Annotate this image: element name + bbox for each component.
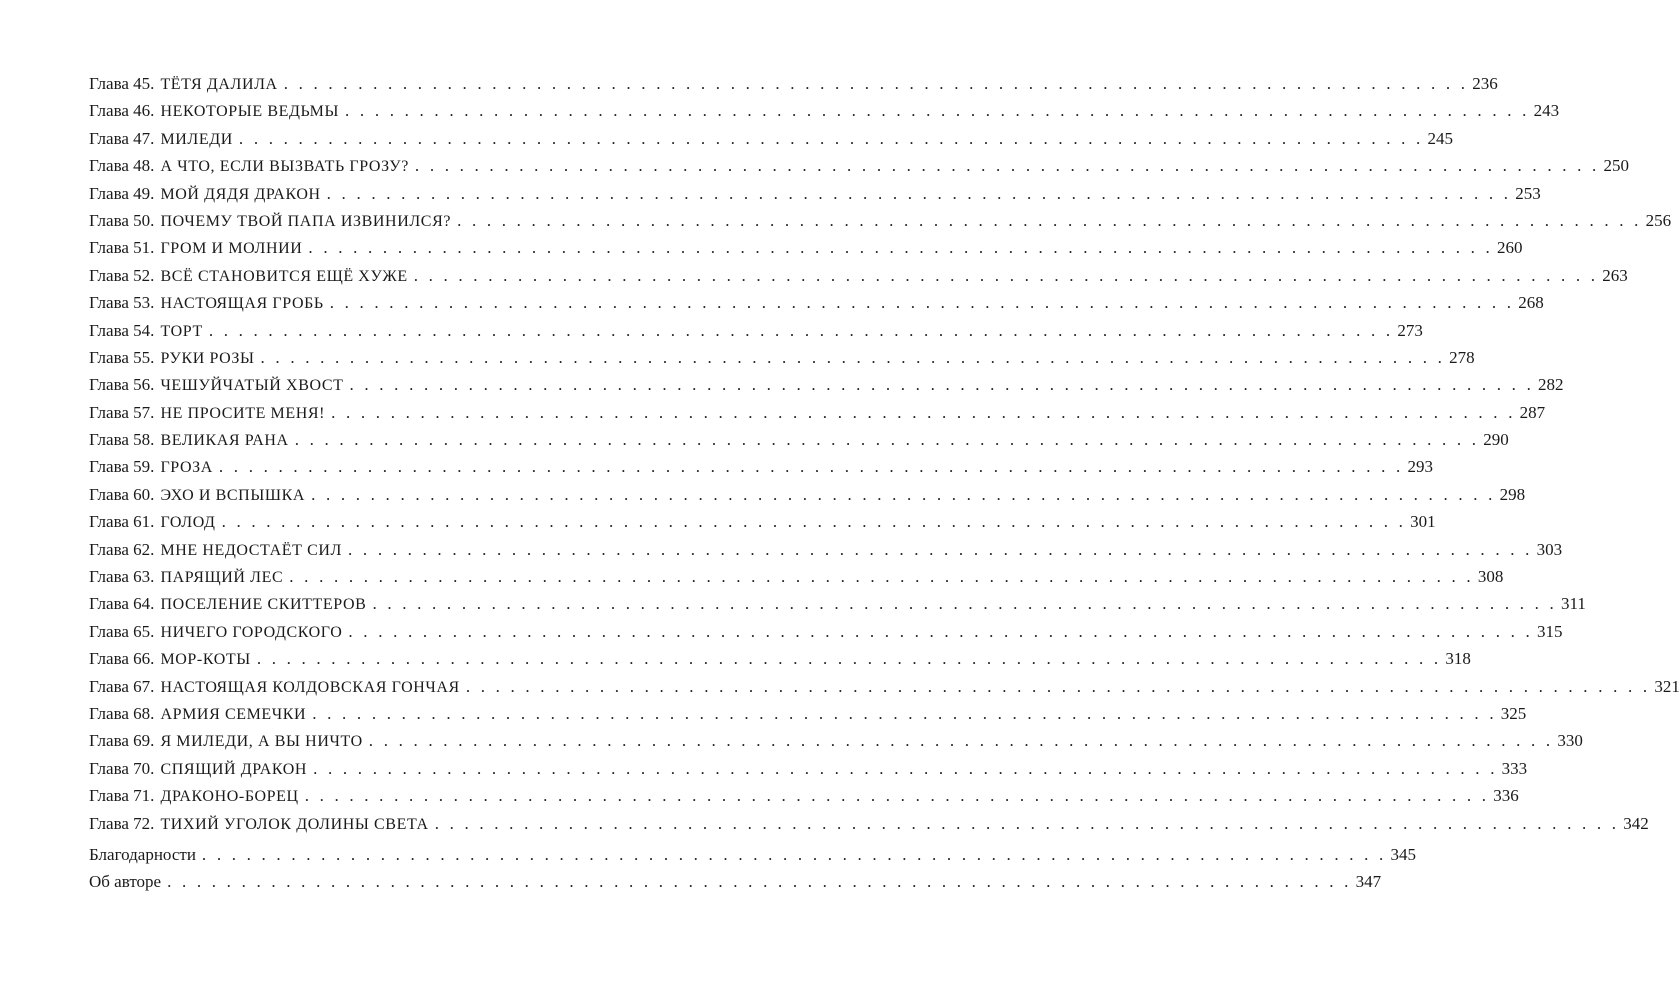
chapter-label: Глава 71.: [89, 786, 155, 806]
page-number: 336: [1493, 786, 1519, 806]
page-number: 318: [1445, 649, 1471, 669]
toc-entry: [89, 152, 1629, 179]
toc-entry: [89, 841, 1416, 868]
toc-entry: [89, 755, 1528, 782]
chapter-label: Глава 64.: [89, 594, 155, 614]
leader-dots: . . . . . . . . . . . . . . . . . . . . . . . . . . . . . . . . . . . . . . . . . . . . . . . . . . . . . . . . . . . . . . . . . . . . . . . . . . . . . . . .: [308, 238, 1493, 258]
leader-dots: . . . . . . . . . . . . . . . . . . . . . . . . . . . . . . . . . . . . . . . . . . . . . . . . . . . . . . . . . . . . . . . . . . . . . . . . . . . . . . . .: [167, 872, 1352, 892]
chapter-label: Глава 49.: [89, 183, 155, 203]
chapter-title: А ЧТО, ЕСЛИ ВЫЗВАТЬ ГРОЗУ?: [160, 158, 409, 176]
chapter-label: Глава 55.: [89, 347, 155, 367]
toc-entry: [89, 344, 1475, 371]
leader-dots: . . . . . . . . . . . . . . . . . . . . . . . . . . . . . . . . . . . . . . . . . . . . . . . . . . . . . . . . . . . . . . . . . . . . . . . . . . . . . . . .: [256, 649, 1442, 669]
chapter-title: ГРОМ И МОЛНИИ: [160, 240, 303, 258]
page-number: 245: [1427, 128, 1453, 148]
page-number: 342: [1623, 813, 1649, 833]
chapter-label: Глава 45.: [89, 74, 155, 93]
leader-dots: . . . . . . . . . . . . . . . . . . . . . . . . . . . . . . . . . . . . . . . . . . . . . . . . . . . . . . . . . . . . . . . . . . . . . . . . . . . . . . . .: [331, 402, 1516, 422]
chapter-title: МИЛЕДИ: [160, 130, 233, 148]
toc-entry: [89, 399, 1546, 426]
toc-entry: [89, 645, 1471, 672]
toc-entry: [89, 426, 1509, 453]
toc-entry: [89, 508, 1436, 535]
page-number: 290: [1483, 430, 1509, 450]
page-number: 321: [1654, 676, 1680, 696]
leader-dots: . . . . . . . . . . . . . . . . . . . . . . . . . . . . . . . . . . . . . . . . . . . . . . . . . . . . . . . . . . . . . . . . . . . . . . . . . . . . . . . .: [283, 74, 1469, 93]
chapter-title: ВЕЛИКАЯ РАНА: [160, 432, 289, 450]
toc-entry: [89, 618, 1563, 645]
chapter-title: АРМИЯ СЕМЕЧКИ: [160, 705, 307, 723]
chapter-label: Глава 59.: [89, 457, 155, 477]
chapter-title: Я МИЛЕДИ, А ВЫ НИЧТО: [160, 733, 363, 751]
chapter-label: Глава 68.: [89, 703, 155, 723]
page-number: 308: [1477, 567, 1504, 587]
chapter-label: Глава 53.: [89, 293, 155, 313]
chapter-title: ПОСЕЛЕНИЕ СКИТТЕРОВ: [160, 596, 367, 614]
leader-dots: . . . . . . . . . . . . . . . . . . . . . . . . . . . . . . . . . . . . . . . . . . . . . . . . . . . . . . . . . . . . . . . . . . . . . . . . . . . . . . . .: [345, 101, 1530, 121]
toc-entry: [89, 727, 1583, 754]
toc-entry: [89, 810, 1649, 837]
leader-dots: . . . . . . . . . . . . . . . . . . . . . . . . . . . . . . . . . . . . . . . . . . . . . . . . . . . . . . . . . . . . . . . . . . . . . . . . . . . . . . . .: [457, 210, 1642, 230]
chapter-title: МОР-КОТЫ: [160, 651, 251, 669]
page-number: 330: [1557, 731, 1583, 751]
page-number: 282: [1538, 375, 1564, 395]
leader-dots: . . . . . . . . . . . . . . . . . . . . . . . . . . . . . . . . . . . . . . . . . . . . . . . . . . . . . . . . . . . . . . . . . . . . . . . . . . . . . . . .: [260, 347, 1446, 367]
chapter-label: Глава 62.: [89, 539, 155, 559]
page-number: 278: [1449, 347, 1475, 367]
page-number: 263: [1602, 265, 1628, 285]
chapter-title: МОЙ ДЯДЯ ДРАКОН: [160, 185, 321, 203]
toc-entry: [89, 563, 1504, 590]
chapter-title: ГРОЗА: [160, 459, 213, 477]
page-number: 243: [1533, 101, 1560, 121]
leader-dots: . . . . . . . . . . . . . . . . . . . . . . . . . . . . . . . . . . . . . . . . . . . . . . . . . . . . . . . . . . . . . . . . . . . . . . . . . . . . . . . .: [348, 539, 1533, 559]
page-number: 268: [1518, 293, 1544, 313]
leader-dots: . . . . . . . . . . . . . . . . . . . . . . . . . . . . . . . . . . . . . . . . . . . . . . . . . . . . . . . . . . . . . . . . . . . . . . . . . . . . . . . .: [208, 320, 1394, 340]
chapter-title: МНЕ НЕДОСТАЁТ СИЛ: [160, 541, 343, 559]
toc-entry: [89, 234, 1523, 261]
chapter-title: ТЁТЯ ДАЛИЛА: [160, 76, 278, 93]
chapter-label: Глава 66.: [89, 649, 155, 669]
chapter-title: ВСЁ СТАНОВИТСЯ ЕЩЁ ХУЖЕ: [160, 267, 408, 285]
leader-dots: . . . . . . . . . . . . . . . . . . . . . . . . . . . . . . . . . . . . . . . . . . . . . . . . . . . . . . . . . . . . . . . . . . . . . . . . . . . . . . . .: [238, 128, 1424, 148]
page-number: 311: [1561, 594, 1586, 614]
page-number: 273: [1397, 320, 1423, 340]
page-number: 298: [1499, 484, 1526, 504]
leader-dots: . . . . . . . . . . . . . . . . . . . . . . . . . . . . . . . . . . . . . . . . . . . . . . . . . . . . . . . . . . . . . . . . . . . . . . . . . . . . . . . .: [326, 183, 1512, 203]
table-of-contents: [89, 70, 1680, 896]
chapter-list: [89, 70, 1680, 837]
backmatter-label: Благодарности: [89, 844, 196, 864]
chapter-title: ТОРТ: [160, 322, 203, 340]
chapter-title: РУКИ РОЗЫ: [160, 349, 255, 367]
leader-dots: . . . . . . . . . . . . . . . . . . . . . . . . . . . . . . . . . . . . . . . . . . . . . . . . . . . . . . . . . . . . . . . . . . . . . . . . . . . . . . . .: [465, 676, 1651, 696]
chapter-title: ПОЧЕМУ ТВОЙ ПАПА ИЗВИНИЛСЯ?: [160, 212, 452, 230]
leader-dots: . . . . . . . . . . . . . . . . . . . . . . . . . . . . . . . . . . . . . . . . . . . . . . . . . . . . . . . . . . . . . . . . . . . . . . . . . . . . . . . .: [329, 293, 1515, 313]
leader-dots: . . . . . . . . . . . . . . . . . . . . . . . . . . . . . . . . . . . . . . . . . . . . . . . . . . . . . . . . . . . . . . . . . . . . . . . . . . . . . . . .: [349, 375, 1535, 395]
chapter-label: Глава 69.: [89, 731, 155, 751]
toc-entry: [89, 180, 1541, 207]
backmatter-label: Об авторе: [89, 872, 162, 892]
chapter-title: ДРАКОНО-БОРЕЦ: [160, 788, 299, 806]
chapter-label: Глава 57.: [89, 402, 155, 422]
page-number: 260: [1496, 238, 1523, 258]
toc-entry: [89, 371, 1564, 398]
chapter-title: ЭХО И ВСПЫШКА: [160, 486, 306, 504]
leader-dots: . . . . . . . . . . . . . . . . . . . . . . . . . . . . . . . . . . . . . . . . . . . . . . . . . . . . . . . . . . . . . . . . . . . . . . . . . . . . . . . .: [304, 786, 1490, 806]
leader-dots: . . . . . . . . . . . . . . . . . . . . . . . . . . . . . . . . . . . . . . . . . . . . . . . . . . . . . . . . . . . . . . . . . . . . . . . . . . . . . . . .: [312, 703, 1497, 723]
toc-entry: [89, 262, 1628, 289]
toc-entry: [89, 481, 1526, 508]
chapter-label: Глава 51.: [89, 238, 155, 258]
page-number: 287: [1519, 402, 1546, 422]
chapter-label: Глава 54.: [89, 320, 155, 340]
leader-dots: . . . . . . . . . . . . . . . . . . . . . . . . . . . . . . . . . . . . . . . . . . . . . . . . . . . . . . . . . . . . . . . . . . . . . . . . . . . . . . . .: [289, 567, 1474, 587]
toc-entry: [89, 453, 1433, 480]
page-number: 303: [1536, 539, 1563, 559]
chapter-label: Глава 48.: [89, 156, 155, 176]
page-number: 325: [1500, 703, 1527, 723]
page-number: 253: [1515, 183, 1541, 203]
chapter-label: Глава 72.: [89, 813, 155, 833]
page-number: 301: [1410, 512, 1436, 532]
leader-dots: . . . . . . . . . . . . . . . . . . . . . . . . . . . . . . . . . . . . . . . . . . . . . . . . . . . . . . . . . . . . . . . . . . . . . . . . . . . . . . . .: [348, 621, 1533, 641]
leader-dots: . . . . . . . . . . . . . . . . . . . . . . . . . . . . . . . . . . . . . . . . . . . . . . . . . . . . . . . . . . . . . . . . . . . . . . . . . . . . . . . .: [201, 844, 1387, 864]
chapter-title: СПЯЩИЙ ДРАКОН: [160, 760, 308, 778]
chapter-label: Глава 52.: [89, 265, 155, 285]
chapter-label: Глава 67.: [89, 676, 155, 696]
page-number: 236: [1472, 74, 1498, 93]
toc-entry: [89, 673, 1680, 700]
chapter-label: Глава 50.: [89, 210, 155, 230]
page-number: 256: [1645, 210, 1672, 230]
toc-entry: [89, 590, 1586, 617]
toc-entry: [89, 70, 1498, 97]
toc-entry: [89, 700, 1527, 727]
chapter-title: ЧЕШУЙЧАТЫЙ ХВОСТ: [160, 377, 344, 395]
leader-dots: . . . . . . . . . . . . . . . . . . . . . . . . . . . . . . . . . . . . . . . . . . . . . . . . . . . . . . . . . . . . . . . . . . . . . . . . . . . . . . . .: [434, 813, 1620, 833]
page-number: 345: [1390, 844, 1416, 864]
toc-entry: [89, 125, 1453, 152]
toc-entry: [89, 536, 1563, 563]
chapter-label: Глава 63.: [89, 567, 155, 587]
chapter-label: Глава 47.: [89, 128, 155, 148]
page-number: 250: [1603, 156, 1629, 176]
page-number: 347: [1355, 872, 1382, 892]
chapter-label: Глава 46.: [89, 101, 155, 121]
chapter-label: Глава 65.: [89, 621, 155, 641]
leader-dots: . . . . . . . . . . . . . . . . . . . . . . . . . . . . . . . . . . . . . . . . . . . . . . . . . . . . . . . . . . . . . . . . . . . . . . . . . . . . . . . .: [311, 484, 1496, 504]
toc-entry: [89, 782, 1519, 809]
chapter-title: ГОЛОД: [160, 514, 216, 532]
leader-dots: . . . . . . . . . . . . . . . . . . . . . . . . . . . . . . . . . . . . . . . . . . . . . . . . . . . . . . . . . . . . . . . . . . . . . . . . . . . . . . . .: [414, 156, 1600, 176]
leader-dots: . . . . . . . . . . . . . . . . . . . . . . . . . . . . . . . . . . . . . . . . . . . . . . . . . . . . . . . . . . . . . . . . . . . . . . . . . . . . . . . .: [413, 265, 1599, 285]
chapter-title: НИЧЕГО ГОРОДСКОГО: [160, 623, 343, 641]
chapter-title: НЕКОТОРЫЕ ВЕДЬМЫ: [160, 103, 340, 121]
toc-entry: [89, 868, 1382, 895]
toc-entry: [89, 317, 1423, 344]
chapter-title: ТИХИЙ УГОЛОК ДОЛИНЫ СВЕТА: [160, 815, 429, 833]
chapter-label: Глава 58.: [89, 430, 155, 450]
toc-entry: [89, 97, 1560, 124]
page-number: 333: [1501, 758, 1528, 778]
chapter-title: НАСТОЯЩАЯ ГРОБЬ: [160, 295, 324, 313]
chapter-label: Глава 60.: [89, 484, 155, 504]
leader-dots: . . . . . . . . . . . . . . . . . . . . . . . . . . . . . . . . . . . . . . . . . . . . . . . . . . . . . . . . . . . . . . . . . . . . . . . . . . . . . . . .: [313, 758, 1498, 778]
leader-dots: . . . . . . . . . . . . . . . . . . . . . . . . . . . . . . . . . . . . . . . . . . . . . . . . . . . . . . . . . . . . . . . . . . . . . . . . . . . . . . . .: [368, 731, 1554, 751]
leader-dots: . . . . . . . . . . . . . . . . . . . . . . . . . . . . . . . . . . . . . . . . . . . . . . . . . . . . . . . . . . . . . . . . . . . . . . . . . . . . . . . .: [372, 594, 1557, 614]
leader-dots: . . . . . . . . . . . . . . . . . . . . . . . . . . . . . . . . . . . . . . . . . . . . . . . . . . . . . . . . . . . . . . . . . . . . . . . . . . . . . . . .: [294, 430, 1480, 450]
leader-dots: . . . . . . . . . . . . . . . . . . . . . . . . . . . . . . . . . . . . . . . . . . . . . . . . . . . . . . . . . . . . . . . . . . . . . . . . . . . . . . . .: [221, 512, 1407, 532]
chapter-title: НАСТОЯЩАЯ КОЛДОВСКАЯ ГОНЧАЯ: [160, 678, 460, 696]
toc-entry: [89, 289, 1544, 316]
chapter-label: Глава 61.: [89, 512, 155, 532]
leader-dots: . . . . . . . . . . . . . . . . . . . . . . . . . . . . . . . . . . . . . . . . . . . . . . . . . . . . . . . . . . . . . . . . . . . . . . . . . . . . . . . .: [218, 457, 1404, 477]
page-number: 315: [1536, 621, 1563, 641]
chapter-title: ПАРЯЩИЙ ЛЕС: [160, 569, 284, 587]
chapter-label: Глава 70.: [89, 758, 155, 778]
page-number: 293: [1407, 457, 1433, 477]
toc-entry: [89, 207, 1672, 234]
chapter-label: Глава 56.: [89, 375, 155, 395]
backmatter-list: [89, 841, 1416, 896]
chapter-title: НЕ ПРОСИТЕ МЕНЯ!: [160, 404, 326, 422]
